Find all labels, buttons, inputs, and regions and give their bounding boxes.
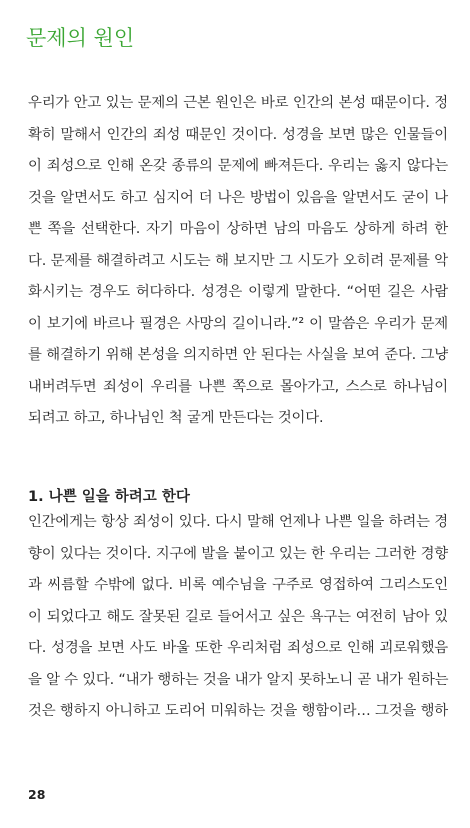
intro-paragraph [28,88,448,435]
page-number: 28 [28,787,46,802]
paragraph-line: 다. 문제를 해결하려고 시도는 해 보지만 그 시도가 오히려 문제를 악 [28,252,448,269]
subsection-heading: 1. 나쁜 일을 하려고 한다 [28,489,190,505]
paragraph-line: 과 씨름할 수밖에 없다. 비록 예수님을 구주로 영접하여 그리스도인 [28,577,448,593]
paragraph-line: 것을 알면서도 하고 심지어 더 나은 방법이 있음을 알면서도 굳이 나 [28,189,448,206]
paragraph-line: 를 해결하기 위해 본성을 의지하면 안 된다는 사실을 보여 준다. 그냥 [28,347,448,363]
paragraph-line: 이 보기에 바르나 필경은 사망의 길이니라.”² 이 말씀은 우리가 문제 [28,315,448,332]
subsection-paragraph [28,507,448,728]
paragraph-line: 향이 있다는 것이다. 지구에 발을 붙이고 있는 한 우리는 그러한 경향 [28,545,448,562]
paragraph-line: 쁜 쪽을 선택한다. 자기 마음이 상하면 남의 마음도 상하게 하려 한 [28,221,448,237]
paragraph-line: 확히 말해서 인간의 죄성 때문인 것이다. 성경을 보면 많은 인물들이 [28,126,448,143]
paragraph-line: 화시키는 경우도 허다하다. 성경은 이렇게 말한다. “어떤 길은 사람 [28,284,448,300]
paragraph-line: 이 죄성으로 인해 온갖 종류의 문제에 빠져든다. 우리는 옳지 않다는 [28,158,448,174]
paragraph-line: 되려고 하고, 하나님인 척 굴게 만든다는 것이다. [28,410,324,426]
paragraph-line: 우리가 안고 있는 문제의 근본 원인은 바로 인간의 본성 때문이다. 정 [28,95,448,111]
paragraph-line: 이 되었다고 해도 잘못된 길로 들어서고 싶은 욕구는 여전히 남아 있 [28,608,448,625]
paragraph-line: 을 알 수 있다. “내가 행하는 것을 내가 알지 못하노니 곧 내가 원하는 [28,671,449,688]
paragraph-line: 것은 행하지 아니하고 도리어 미워하는 것을 행함이라… 그것을 행하 [28,703,448,719]
paragraph-line: 다. 성경을 보면 사도 바울 또한 우리처럼 죄성으로 인해 괴로워했음 [28,640,448,656]
section-title: 문제의 원인 [26,26,135,50]
paragraph-line: 내버려두면 죄성이 우리를 나쁜 쪽으로 몰아가고, 스스로 하나님이 [28,378,448,395]
paragraph-line: 인간에게는 항상 죄성이 있다. 다시 말해 언제나 나쁜 일을 하려는 경 [28,514,448,530]
